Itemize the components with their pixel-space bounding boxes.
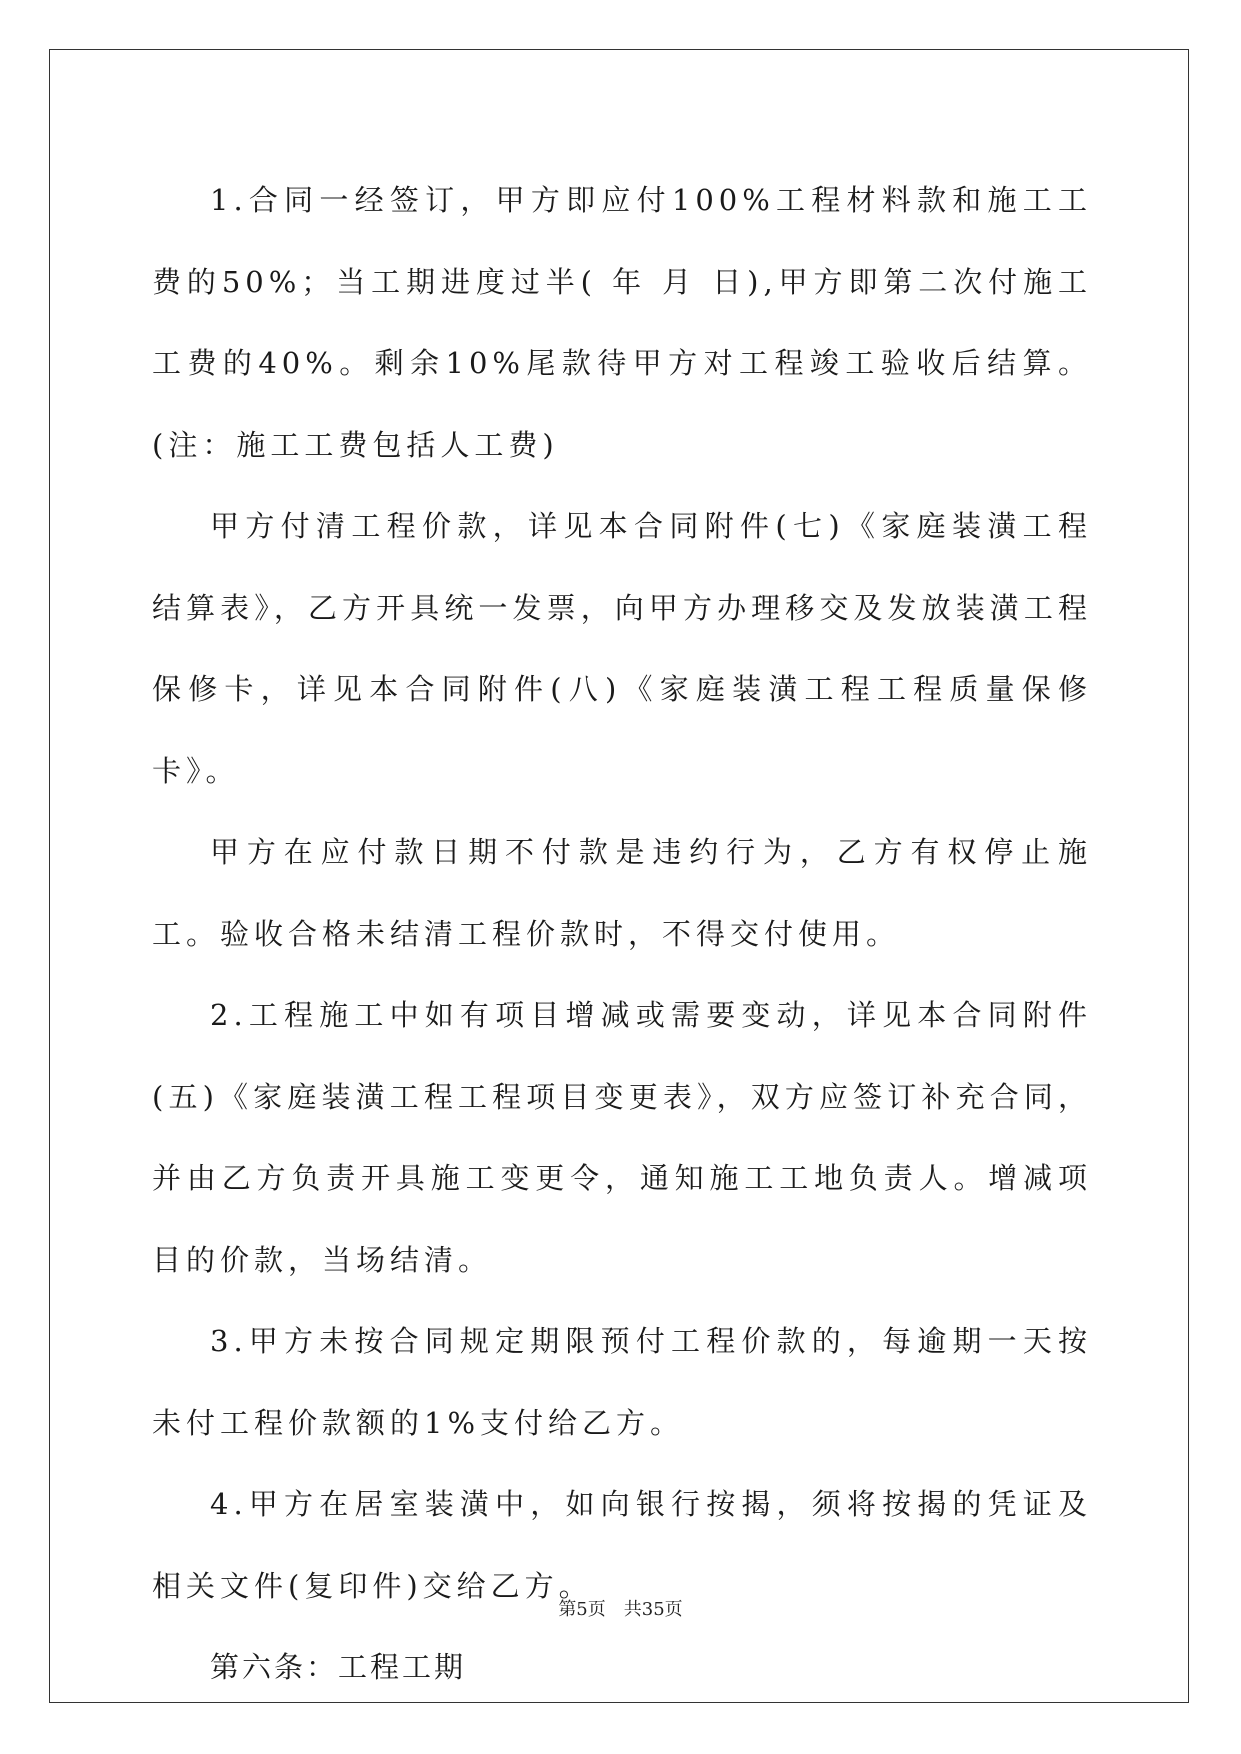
section-heading: 第六条：工程工期 (210, 1650, 467, 1684)
paragraph-project-changes: 2.工程施工中如有项目增减或需要变动，详见本合同附件(五)《家庭装潢工程工程项目变更表》，双方应签订补充合同，并由乙方负责开具施工变更令，通知施工工地负责人。增减项目的价款，当场结清。 (152, 998, 1092, 1277)
paragraph-late-penalty: 3.甲方未按合同规定期限预付工程价款的，每逾期一天按未付工程价款额的1%支付给乙方。 (152, 1324, 1092, 1440)
page-footer (0, 1595, 1241, 1621)
page-total: 共35页 (623, 1599, 683, 1620)
paragraph-mortgage: 4.甲方在居室装潢中，如向银行按揭，须将按揭的凭证及相关文件(复印件)交给乙方。 (152, 1487, 1092, 1603)
document-body (152, 160, 1092, 1709)
page-number: 第5页 (558, 1599, 606, 1620)
paragraph-payment-terms: 1.合同一经签订，甲方即应付100%工程材料款和施工工费的50%；当工期进度过半( 年 月 日),甲方即第二次付施工工费的40%。剩余10%尾款待甲方对工程竣工验收后结算。(注：施工工费包括人工费) (152, 183, 1092, 462)
paragraph-default-payment: 甲方在应付款日期不付款是违约行为，乙方有权停止施工。验收合格未结清工程价款时，不得交付使用。 (152, 835, 1092, 951)
paragraph-settlement: 甲方付清工程价款，详见本合同附件(七)《家庭装潢工程结算表》，乙方开具统一发票，向甲方办理移交及发放装潢工程保修卡，详见本合同附件(八)《家庭装潢工程工程质量保修卡》。 (152, 509, 1092, 788)
